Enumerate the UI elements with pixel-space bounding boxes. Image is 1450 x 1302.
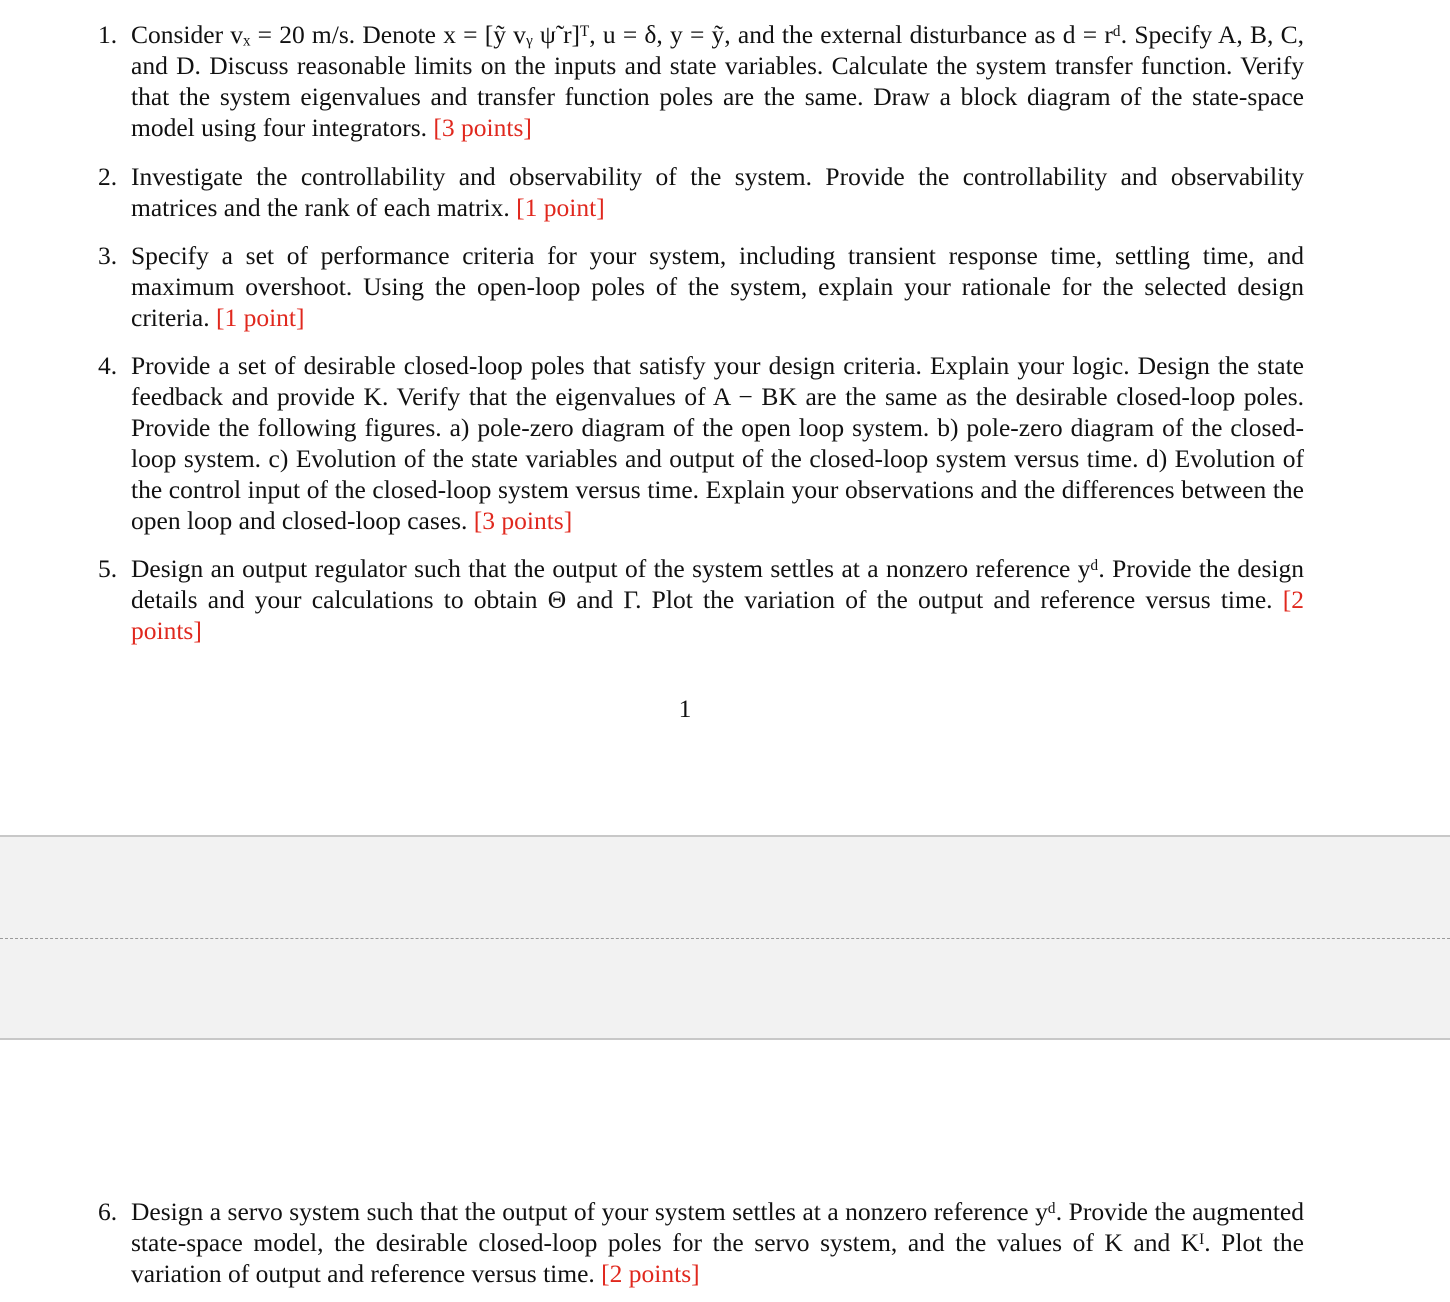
question-body (131, 240, 1304, 333)
question-text: Investigate the controllability and observability of the system. Provide the controllability and observability matrices and the rank of each matrix. (131, 162, 1304, 222)
question-number: 1. (98, 20, 118, 49)
question-body (131, 19, 1304, 143)
question-1 (98, 19, 1304, 143)
question-3 (98, 240, 1304, 333)
page-number: 1 (678, 694, 692, 723)
points-label: [3 points] (473, 506, 573, 535)
points-label: [2 points] (131, 585, 1304, 645)
question-text: Provide a set of desirable closed-loop poles that satisfy your design criteria. Explain your logic. Design the state feedback and provide K. Verify that the eigenvalues of A − BK are the same as the desirable closed-loop poles. Provide the following figures. a) pole-zero diagram of the open loop system. b) pole-zero diagram of the closed-loop system. c) Evolution of the state variables and output of the closed-loop system versus time. d) Evolution of the control input of the closed-loop system versus time. Explain your observations and the differences between the open loop and closed-loop cases. (131, 351, 1304, 535)
points-label: [2 points] (601, 1259, 700, 1288)
question-body (131, 553, 1304, 646)
question-5 (98, 553, 1304, 646)
points-label: [1 point] (215, 303, 305, 332)
question-number: 3. (98, 241, 118, 270)
points-label: [3 points] (433, 113, 532, 142)
question-4 (98, 350, 1304, 536)
question-number: 4. (98, 351, 118, 380)
question-text: Design a servo system such that the output of your system settles at a nonzero reference yᵈ. Provide the augmented state-space model, the desirable closed-loop poles for the servo system, and the values of K and Kᴵ. Plot the variation of output and reference versus time. (131, 1197, 1304, 1288)
page-gap (0, 835, 1450, 1040)
question-body (131, 350, 1304, 536)
question-6 (98, 1196, 1304, 1289)
question-text: Specify a set of performance criteria for your system, including transient response time, settling time, and maximum overshoot. Using the open-loop poles of the system, explain your rationale for the selected design criteria. (131, 241, 1304, 332)
question-number: 5. (98, 554, 118, 583)
question-body (131, 161, 1304, 223)
question-2 (98, 161, 1304, 223)
question-text: Consider vₓ = 20 m/s. Denote x = [ỹ vᵧ ψ̃ r]ᵀ, u = δ, y = ỹ, and the external disturbance as d = rᵈ. Specify A, B, C, and D. Discuss reasonable limits on the inputs and state variables. Calculate the system transfer function. Verify that the system eigenvalues and transfer function poles are the same. Draw a block diagram of the state-space model using four integrators. (131, 20, 1304, 142)
question-number: 2. (98, 162, 118, 191)
page-break-line (0, 938, 1450, 939)
question-text: Design an output regulator such that the output of the system settles at a nonzero reference yᵈ. Provide the design details and your calculations to obtain Θ and Γ. Plot the variation of the output and reference versus time. (131, 554, 1304, 614)
question-number: 6. (98, 1197, 118, 1226)
points-label: [1 point] (516, 193, 605, 222)
question-body (131, 1196, 1304, 1289)
